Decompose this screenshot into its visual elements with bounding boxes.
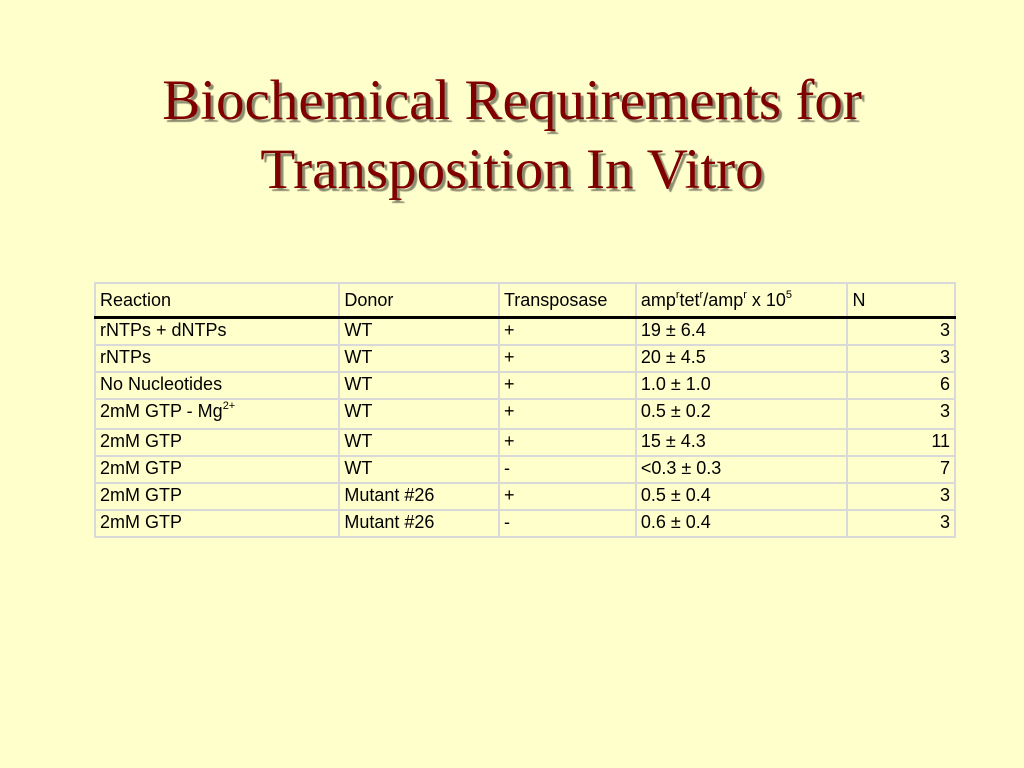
cell-transposase: + [499,372,636,399]
cell-donor: WT [339,456,499,483]
cell-transposase: + [499,483,636,510]
table-row [95,372,955,399]
cell-reaction: 2mM GTP [95,483,339,510]
cell-transposase: + [499,399,636,429]
cell-n: 3 [847,510,955,537]
cell-transposase: + [499,429,636,456]
header-donor: Donor [339,283,499,318]
cell-n: 3 [847,345,955,372]
header-reaction: Reaction [95,283,339,318]
title-line-2: Transposition In Vitro [260,138,764,201]
header-ratio: amp$^r$tet$^r$/amp$^r$ x $10^5$ [636,283,848,318]
header-n: N [847,283,955,318]
cell-reaction: 2mM GTP [95,510,339,537]
cell-n: 3 [847,399,955,429]
cell-reaction: rNTPs + dNTPs [95,318,339,346]
cell-donor: WT [339,429,499,456]
cell-reaction: No Nucleotides [95,372,339,399]
cell-reaction: rNTPs [95,345,339,372]
table-row [95,399,955,429]
table-row [95,510,955,537]
title-line-1: Biochemical Requirements for [162,69,862,132]
cell-ratio: 0.6 ± 0.4 [636,510,848,537]
cell-donor: WT [339,318,499,346]
cell-ratio: 1.0 ± 1.0 [636,372,848,399]
cell-reaction: 2mM GTP [95,429,339,456]
cell-ratio: 0.5 ± 0.4 [636,483,848,510]
cell-donor: WT [339,372,499,399]
cell-reaction: 2mM GTP - $Mg^{2+}$ [95,399,339,429]
cell-transposase: + [499,345,636,372]
cell-donor: Mutant #26 [339,510,499,537]
table-row [95,345,955,372]
table-header-row [95,283,955,318]
cell-n: 3 [847,318,955,346]
cell-ratio: 0.5 ± 0.2 [636,399,848,429]
header-transposase: Transposase [499,283,636,318]
table-row [95,429,955,456]
cell-n: 11 [847,429,955,456]
cell-ratio: <0.3 ± 0.3 [636,456,848,483]
cell-ratio: 20 ± 4.5 [636,345,848,372]
cell-ratio: 15 ± 4.3 [636,429,848,456]
cell-donor: WT [339,345,499,372]
cell-n: 7 [847,456,955,483]
cell-transposase: + [499,318,636,346]
cell-ratio: 19 ± 6.4 [636,318,848,346]
cell-n: 3 [847,483,955,510]
cell-donor: WT [339,399,499,429]
cell-n: 6 [847,372,955,399]
cell-transposase: - [499,456,636,483]
table-row [95,483,955,510]
cell-reaction: 2mM GTP [95,456,339,483]
cell-donor: Mutant #26 [339,483,499,510]
table-row [95,456,955,483]
table-row [95,318,955,346]
results-table [94,282,956,538]
cell-transposase: - [499,510,636,537]
slide-title [0,66,1024,204]
